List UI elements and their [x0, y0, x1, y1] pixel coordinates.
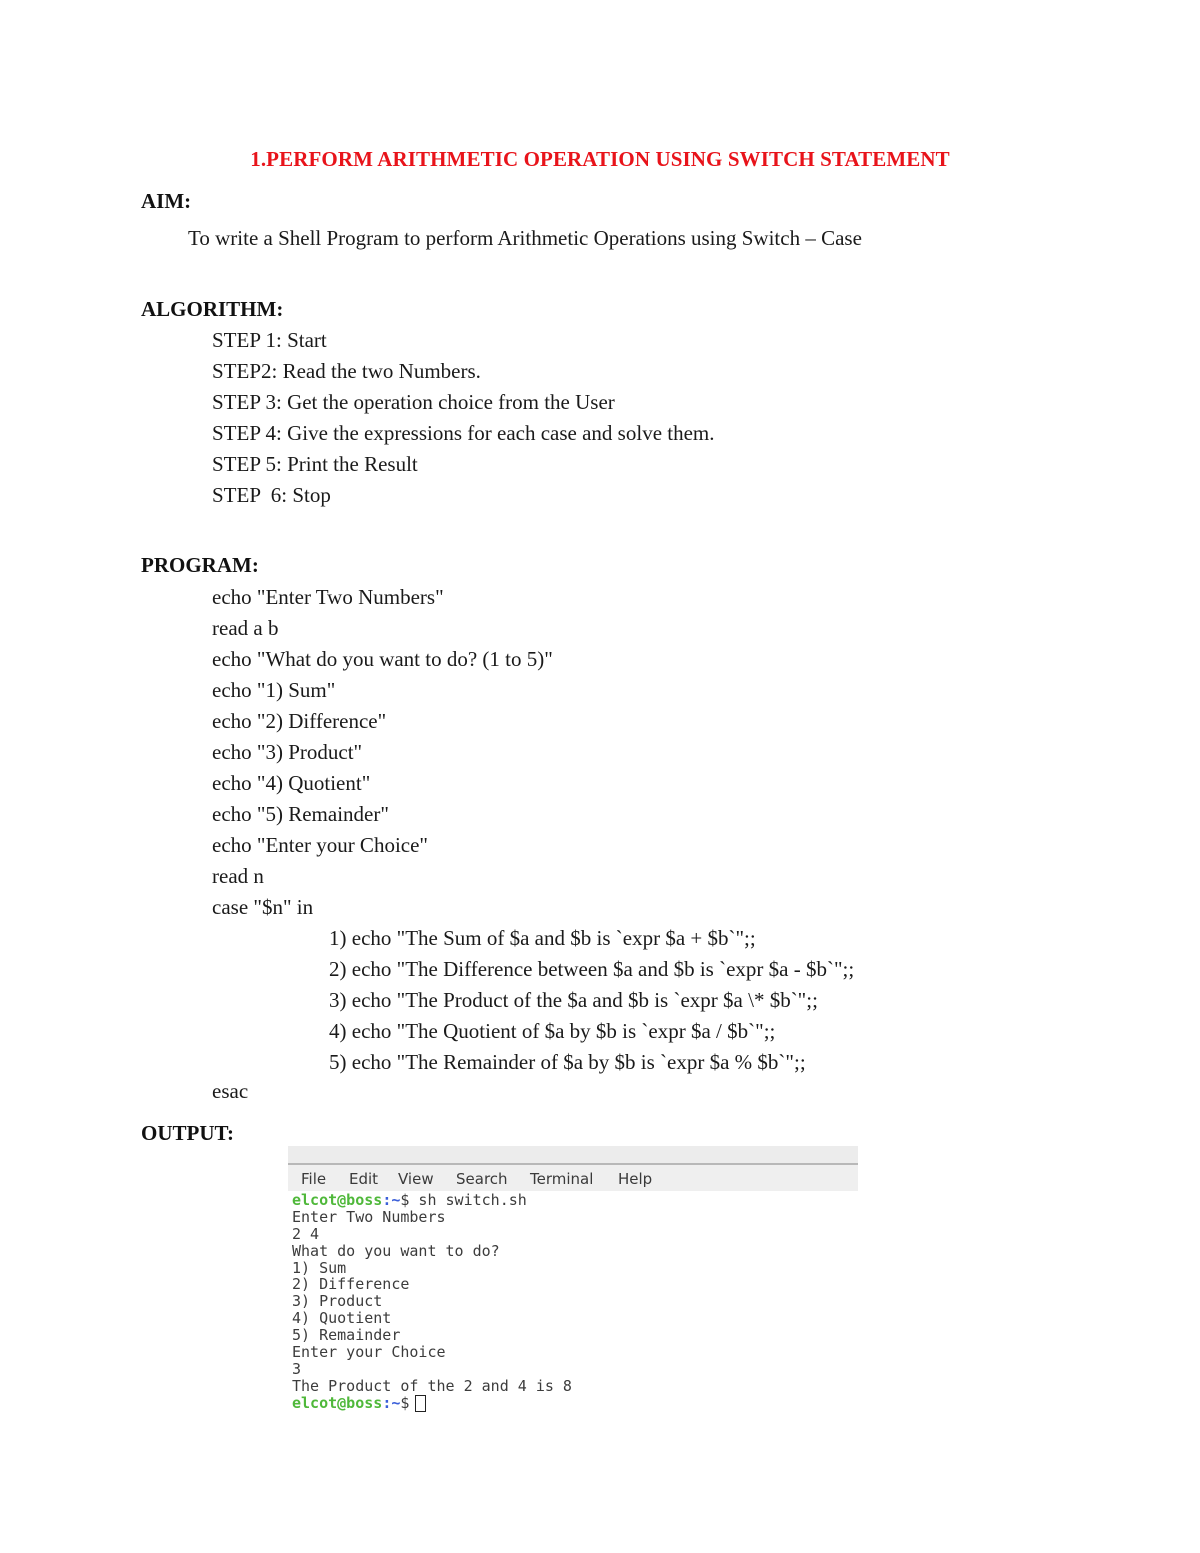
output-heading: OUTPUT: — [141, 1121, 234, 1145]
algorithm-step: STEP2: Read the two Numbers. — [212, 359, 481, 383]
program-heading: PROGRAM: — [141, 553, 259, 577]
menu-view[interactable]: View — [398, 1170, 434, 1188]
menu-file[interactable]: File — [301, 1170, 327, 1188]
code-line: echo "What do you want to do? (1 to 5)" — [212, 647, 553, 671]
prompt-symbol: $ — [400, 1393, 410, 1412]
terminal-line: 3 — [292, 1359, 302, 1378]
aim-text: To write a Shell Program to perform Arithmetic Operations using Switch – Case — [188, 226, 862, 250]
terminal-line: 4) Quotient — [292, 1309, 392, 1328]
prompt-user: elcot@boss — [292, 1393, 383, 1412]
program-code — [212, 582, 553, 923]
terminal-line: 3) Product — [292, 1292, 383, 1311]
algorithm-step: STEP 4: Give the expressions for each case and solve them. — [212, 421, 715, 445]
cursor-block — [415, 1395, 426, 1412]
case-line: 1) echo "The Sum of $a and $b is `expr $a + $b`";; — [329, 926, 756, 950]
menu-edit[interactable]: Edit — [349, 1170, 379, 1188]
terminal-line: 2 4 — [292, 1224, 320, 1243]
page-title: 1.PERFORM ARITHMETIC OPERATION USING SWITCH STATEMENT — [250, 147, 950, 171]
code-line-esac: esac — [212, 1079, 249, 1103]
case-line: 2) echo "The Difference between $a and $b is `expr $a - $b`";; — [329, 957, 855, 981]
case-line: 3) echo "The Product of the $a and $b is `expr $a \* $b`";; — [329, 988, 818, 1012]
algorithm-step: STEP 6: Stop — [212, 483, 331, 507]
code-line: echo "Enter your Choice" — [212, 833, 428, 857]
code-line: echo "2) Difference" — [212, 709, 387, 733]
terminal-line: Enter your Choice — [292, 1343, 446, 1362]
terminal-screenshot — [288, 1146, 858, 1426]
terminal-output — [292, 1192, 572, 1412]
code-line: echo "4) Quotient" — [212, 771, 371, 795]
code-line: echo "1) Sum" — [212, 678, 336, 702]
code-line: case "$n" in — [212, 895, 314, 919]
prompt-symbol: $ — [400, 1191, 410, 1209]
terminal-command: sh switch.sh — [409, 1191, 527, 1209]
case-line: 5) echo "The Remainder of $a by $b is `expr $a % $b`";; — [329, 1050, 806, 1074]
menu-search[interactable]: Search — [456, 1170, 508, 1188]
algorithm-steps — [212, 325, 715, 511]
program-case-block — [329, 923, 854, 1078]
algorithm-step: STEP 1: Start — [212, 328, 327, 352]
code-line: echo "3) Product" — [212, 740, 363, 764]
terminal-line: The Product of the 2 and 4 is 8 — [292, 1376, 572, 1395]
terminal-line: Enter Two Numbers — [292, 1207, 446, 1226]
prompt-path: :~ — [382, 1191, 401, 1209]
algorithm-step: STEP 5: Print the Result — [212, 452, 418, 476]
code-line: echo "5) Remainder" — [212, 802, 389, 826]
algorithm-step: STEP 3: Get the operation choice from the User — [212, 390, 615, 414]
prompt-path: :~ — [382, 1393, 401, 1412]
terminal-command-line — [292, 1192, 572, 1209]
terminal-line: 2) Difference — [292, 1275, 410, 1294]
aim-heading: AIM: — [141, 189, 192, 213]
terminal-prompt-line — [292, 1395, 572, 1412]
case-line: 4) echo "The Quotient of $a by $b is `expr $a / $b`";; — [329, 1019, 776, 1043]
menu-help[interactable]: Help — [618, 1170, 653, 1188]
algorithm-heading: ALGORITHM: — [141, 297, 284, 321]
code-line: read n — [212, 864, 264, 888]
code-line: echo "Enter Two Numbers" — [212, 585, 444, 609]
prompt-user: elcot@boss — [292, 1191, 383, 1209]
terminal-line: 1) Sum — [292, 1258, 347, 1277]
terminal-title-strip — [288, 1146, 858, 1163]
terminal-line: What do you want to do? — [292, 1241, 500, 1260]
menu-terminal[interactable]: Terminal — [530, 1170, 594, 1188]
code-line: read a b — [212, 616, 279, 640]
terminal-menubar — [288, 1163, 858, 1191]
terminal-line: 5) Remainder — [292, 1326, 401, 1345]
